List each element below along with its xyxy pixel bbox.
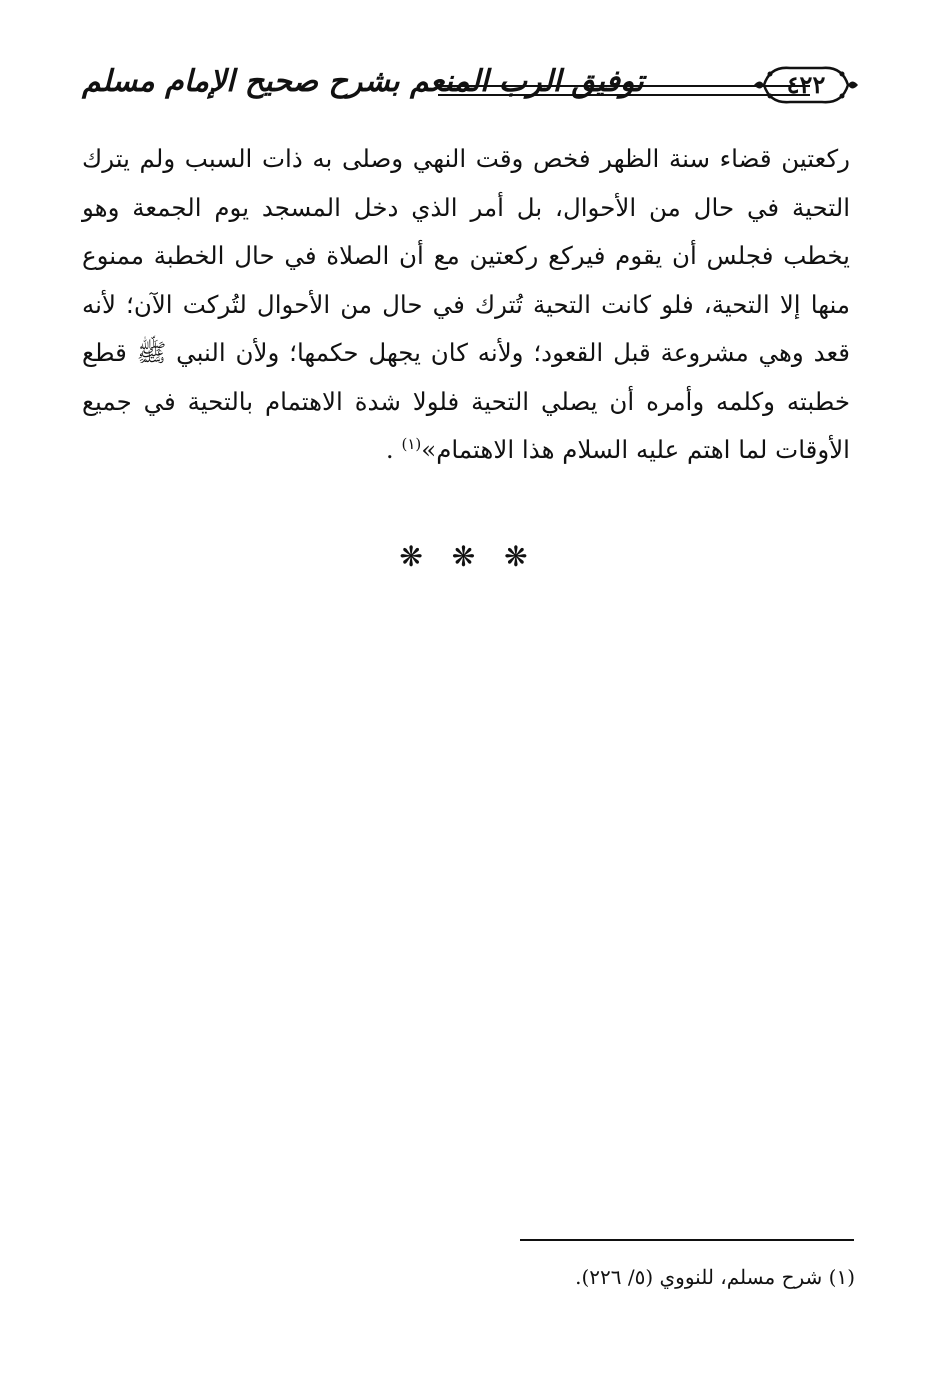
paragraph-text: ركعتين قضاء سنة الظهر فخص وقت النهي وصلى به ذات السبب ولم يترك التحية في حال من الأحوال، بل أمر الذي دخل المسجد يوم الجمعة وهو يخطب فجلس أن يقوم فيركع ركعتين مع أن الصلاة في حال الخطبة ممنوع منها إلا التحية، فلو كانت التحية تُترك في حال من الأحوال لتُركت الآن؛ لأنه قعد وهي مشروعة قبل القعود؛ ولأنه كان يجهل حكمها؛ ولأن النبي ﷺ قطع خطبته وكلمه وأمره أن يصلي التحية فلولا شدة الاهتمام بالتحية في جميع الأوقات لما اهتم عليه السلام هذا الاهتمام» xyxy=(82,144,850,464)
book-title: توفيق الرب المنعم بشرح صحيح الإمام مسلم xyxy=(82,64,644,99)
page-number-badge xyxy=(750,60,862,110)
footnote-marker: (١) xyxy=(401,434,422,453)
footnote-rule xyxy=(520,1239,854,1241)
section-separator: ❋ ❋ ❋ xyxy=(399,540,538,573)
page-number: ٤٢٢ xyxy=(786,70,826,99)
main-text xyxy=(82,135,850,475)
paragraph xyxy=(82,135,850,475)
footnote: (١) شرح مسلم، للنووي (٥/ ٢٢٦). xyxy=(575,1265,855,1289)
running-header xyxy=(82,58,862,118)
closing-period: . xyxy=(385,435,394,464)
